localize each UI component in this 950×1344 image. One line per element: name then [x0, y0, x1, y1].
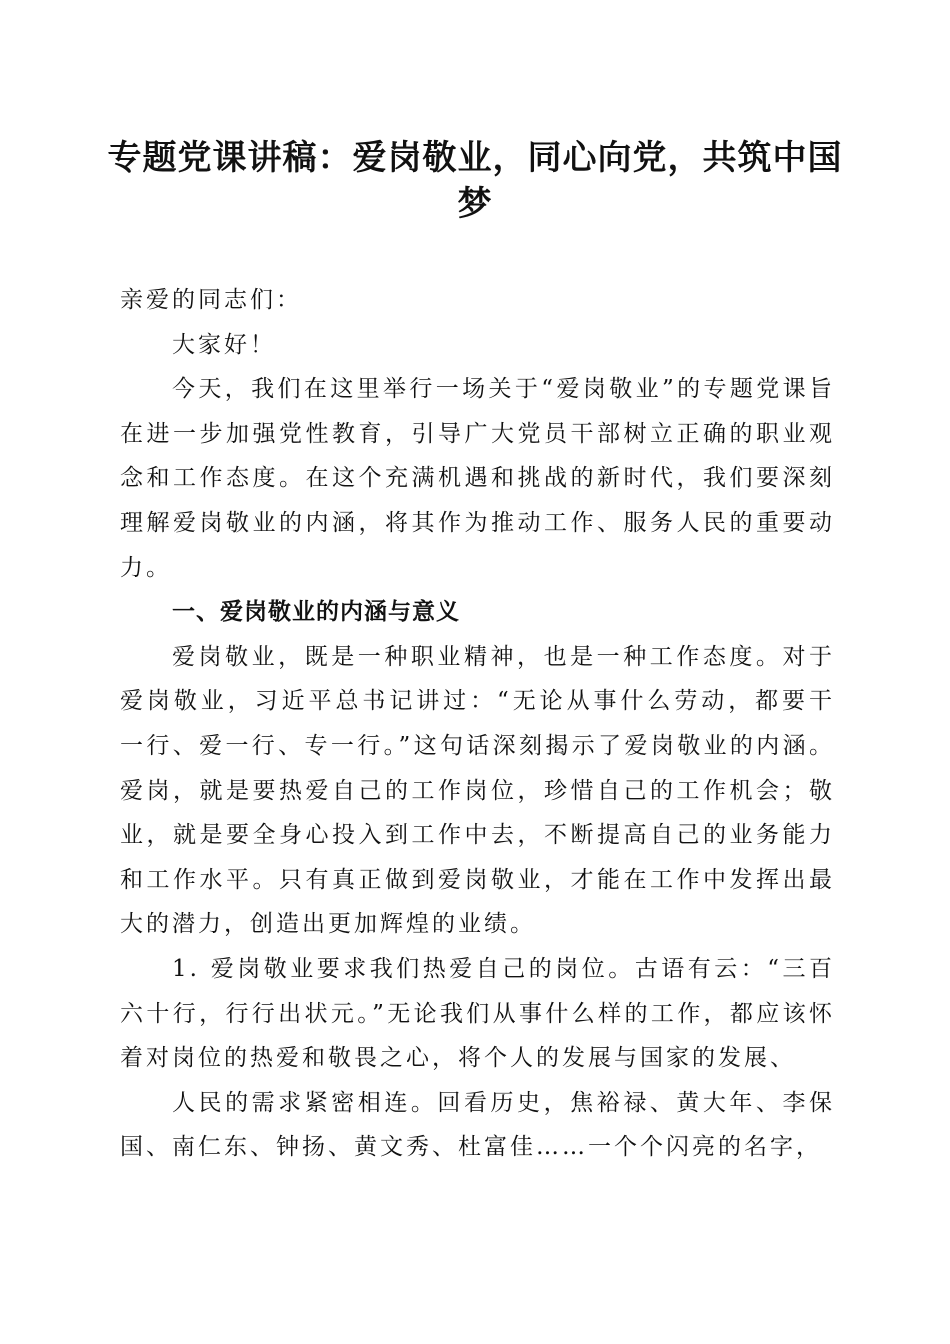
greeting: 大家好！	[172, 331, 276, 358]
section-paragraph: 爱岗敬业，既是一种职业精神，也是一种工作态度。对于爱岗敬业，习近平总书记讲过：“无论从事什么劳动，都要干一行、爱一行、专一行。”这句话深刻揭示了爱岗敬业的内涵。爱岗，就是要热爱自己的工作岗位，珍惜自己的工作机会；敬业，就是要全身心投入到工作中去，不断提高自己的业务能力和工作水平。只有真正做到爱岗敬业，才能在工作中发挥出最大的潜力，创造出更加辉煌的业绩。	[120, 643, 835, 938]
document-body	[120, 278, 835, 1170]
section-heading: 一、爱岗敬业的内涵与意义	[172, 599, 460, 626]
intro-paragraph: 今天，我们在这里举行一场关于“爱岗敬业”的专题党课旨在进一步加强党性教育，引导广大党员干部树立正确的职业观念和工作态度。在这个充满机遇和挑战的新时代，我们要深刻理解爱岗敬业的内涵，将其作为推动工作、服务人民的重要动力。	[120, 376, 835, 581]
salutation: 亲爱的同志们：	[120, 287, 302, 313]
point-paragraph: 1. 爱岗敬业要求我们热爱自己的岗位。古语有云：“三百六十行，行行出状元。”无论我们从事什么样的工作，都应该怀着对岗位的热爱和敬畏之心，将个人的发展与国家的发展、	[120, 955, 835, 1072]
point-continuation-paragraph: 人民的需求紧密相连。回看历史，焦裕禄、黄大年、李保国、南仁东、钟扬、黄文秀、杜富佳……一个个闪亮的名字，	[120, 1089, 835, 1161]
document-title: 专题党课讲稿：爱岗敬业，同心向党，共筑中国梦	[107, 138, 843, 224]
